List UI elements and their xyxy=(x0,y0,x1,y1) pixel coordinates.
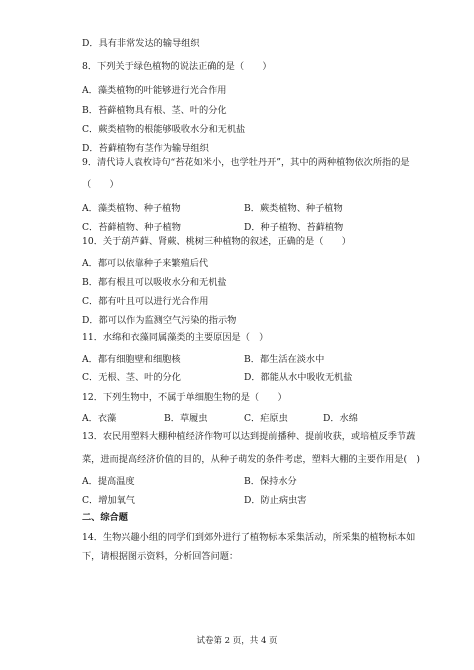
q11-option-b: B．都生活在淡水中 xyxy=(244,354,325,365)
q12-option-a: A．衣藻 xyxy=(82,413,117,424)
q13-option-a: A．提高温度 xyxy=(82,476,135,487)
q9-stem: 9．清代诗人袁枚诗句“苔花如米小，也学牡丹开”，其中的两种植物依次所指的是 xyxy=(82,157,410,168)
q12-option-d: D．水绵 xyxy=(323,413,358,424)
q11-stem: 11．水绵和衣藻同属藻类的主要原因是（ ） xyxy=(82,332,269,343)
q9-option-d: D．种子植物、苔藓植物 xyxy=(244,222,344,233)
q10-stem: 10．关于葫芦藓、肾蕨、桃树三种植物的叙述，正确的是（ ） xyxy=(82,236,351,247)
q11-option-c: C．无根、茎、叶的分化 xyxy=(82,372,181,383)
q7-option-d: D．具有非常发达的输导组织 xyxy=(82,38,200,49)
q12-option-c: C．疟原虫 xyxy=(244,413,288,424)
q8-option-c: C．蕨类植物的根能够吸收水分和无机盐 xyxy=(82,124,246,135)
q8-option-b: B．苔藓植物具有根、茎、叶的分化 xyxy=(82,105,227,116)
q13-stem-cont: 菜，进而提高经济价值的目的，从种子萌发的条件考虑，塑料大棚的主要作用是( ) xyxy=(82,454,420,465)
q9-option-b: B．蕨类植物、种子植物 xyxy=(244,203,343,214)
q10-option-a: A．都可以依靠种子来繁殖后代 xyxy=(82,258,209,269)
q9-option-c: C．苔藓植物、种子植物 xyxy=(82,222,181,233)
q13-option-b: B．保持水分 xyxy=(244,476,297,487)
q10-option-c: C．都有叶且可以进行光合作用 xyxy=(82,296,209,307)
q8-option-a: A．藻类植物的叶能够进行光合作用 xyxy=(82,85,227,96)
q11-option-a: A．都有细胞壁和细胞核 xyxy=(82,354,181,365)
q13-option-c: C．增加氧气 xyxy=(82,495,135,506)
q12-stem: 12．下列生物中，不属于单细胞生物的是（ ） xyxy=(82,392,287,403)
q14-stem-cont: 下，请根据图示资料，分析回答问题： xyxy=(82,551,239,562)
q14-stem: 14．生物兴趣小组的同学们到郊外进行了植物标本采集活动，所采集的植物标本如 xyxy=(82,532,416,543)
q11-option-d: D．都能从水中吸收无机盐 xyxy=(244,372,353,383)
q10-option-d: D．都可以作为监测空气污染的指示物 xyxy=(82,315,237,326)
q12-option-b: B．草履虫 xyxy=(164,413,208,424)
page-footer: 试卷第 2 页，共 4 页 xyxy=(196,636,278,646)
q8-stem: 8．下列关于绿色植物的说法正确的是（ ） xyxy=(82,61,272,72)
q8-option-d: D．苔藓植物有茎作为输导组织 xyxy=(82,143,209,154)
q9-stem-bracket: （ ） xyxy=(82,179,119,190)
q13-stem: 13．农民用塑料大棚种植经济作物可以达到提前播种、提前收获，或培植反季节蔬 xyxy=(82,431,416,442)
q13-option-d: D．防止病虫害 xyxy=(244,495,307,506)
q10-option-b: B．都有根且可以吸收水分和无机盐 xyxy=(82,277,227,288)
q9-option-a: A．藻类植物、种子植物 xyxy=(82,203,181,214)
section-heading: 二、综合题 xyxy=(82,512,128,523)
